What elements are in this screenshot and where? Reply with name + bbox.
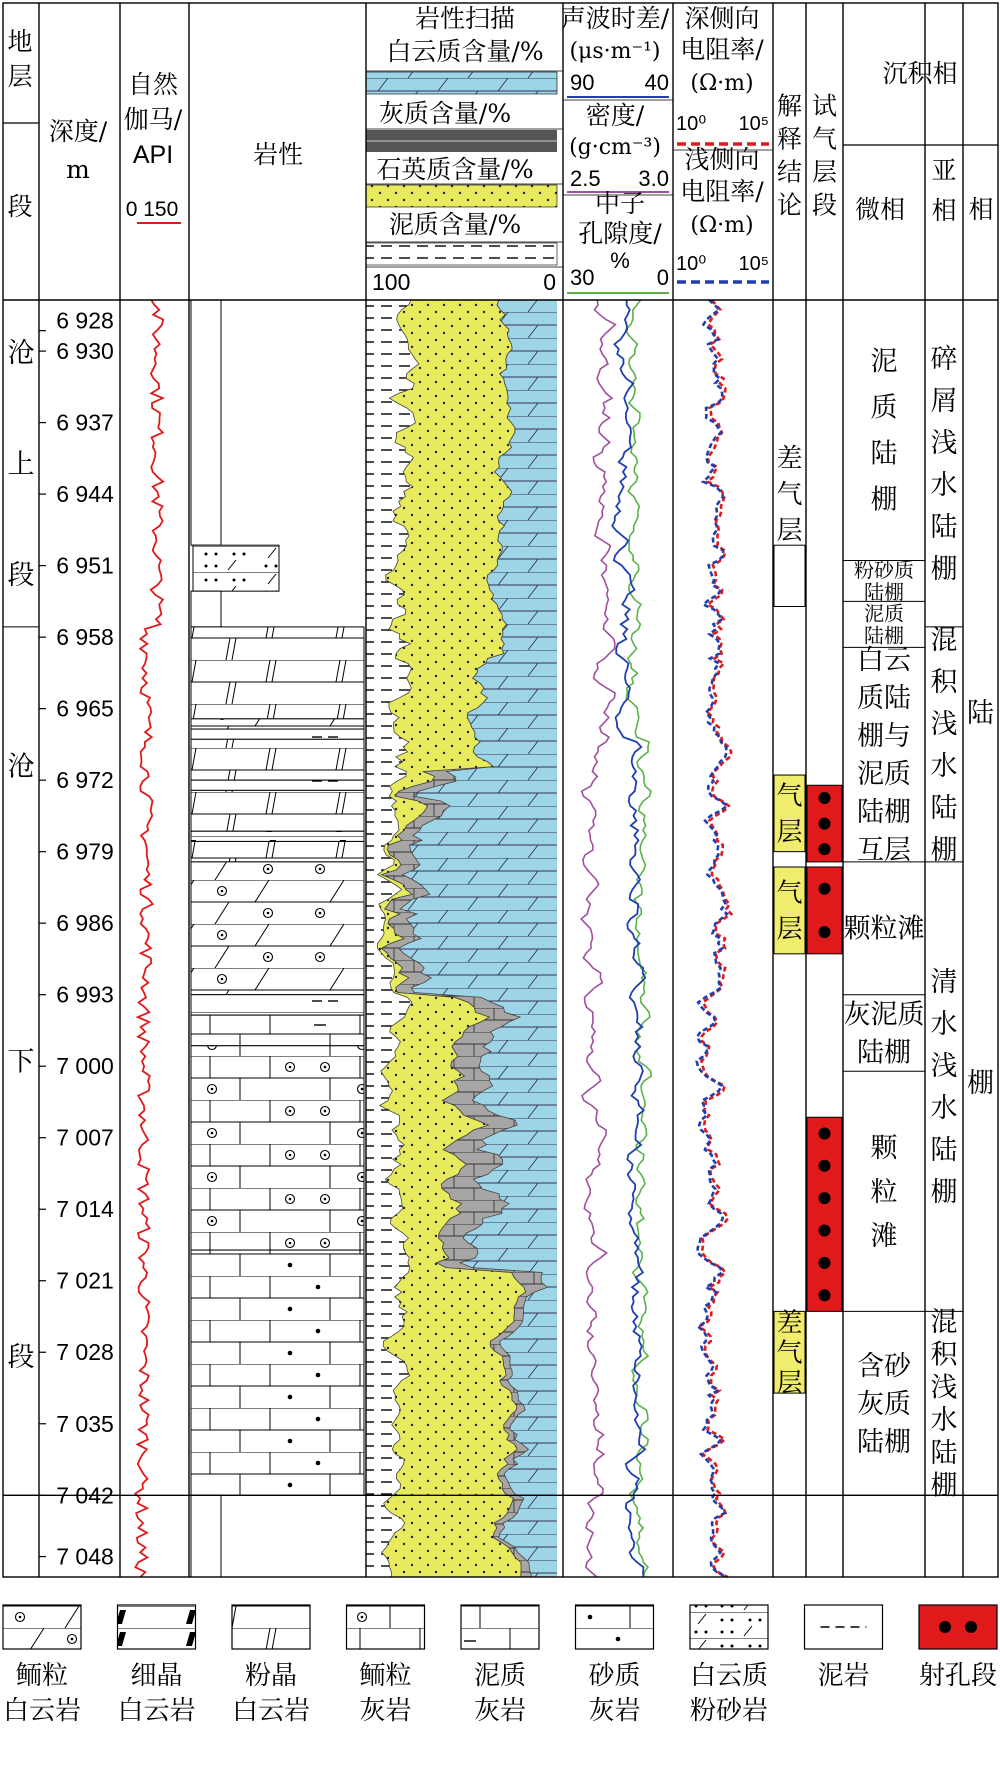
legend-swatch-marlst bbox=[461, 1605, 539, 1649]
depth-tick-label: 7 021 bbox=[56, 1267, 114, 1294]
depth-tick-label: 7 048 bbox=[56, 1543, 114, 1570]
subfacies-label: 浅 bbox=[930, 1372, 958, 1404]
microfacies-label: 颗 bbox=[870, 1132, 898, 1164]
header-ac-min: 90 bbox=[570, 70, 595, 95]
header-lls-l1: 浅侧向 bbox=[684, 145, 760, 174]
perforation-dot bbox=[819, 1192, 831, 1204]
header-lls-min: 10⁰ bbox=[676, 253, 707, 275]
header-lls-l3: (Ω·m) bbox=[690, 213, 754, 238]
depth-tick-label: 7 007 bbox=[56, 1124, 114, 1151]
depth-tick-label: 7 000 bbox=[56, 1053, 114, 1080]
cnl-curve bbox=[626, 300, 652, 1577]
legend-swatch-oollime bbox=[347, 1605, 425, 1649]
microfacies-label: 陆棚 bbox=[857, 1426, 911, 1458]
den-curve bbox=[581, 300, 615, 1577]
legend-label-1: 鲕粒 bbox=[15, 1661, 69, 1691]
interp-label: 差 bbox=[776, 1308, 803, 1339]
header-depth: 深度/ bbox=[48, 117, 108, 146]
interp-header-char: 释 bbox=[776, 124, 803, 154]
lithology-scan-track bbox=[366, 300, 563, 1577]
perforation-dot bbox=[819, 1127, 831, 1139]
test-header-char: 气 bbox=[811, 124, 838, 154]
header-cnl-min: 30 bbox=[570, 265, 595, 290]
legend-label-1: 鲕粒 bbox=[359, 1661, 412, 1691]
legend-swatch-silt bbox=[690, 1605, 768, 1649]
depth-tick-label: 6 958 bbox=[56, 624, 114, 651]
lithology-silt bbox=[193, 545, 279, 591]
legend-swatch-perf bbox=[919, 1605, 997, 1649]
perforation-dot bbox=[819, 1257, 831, 1269]
header-facies-col: 相 bbox=[968, 195, 994, 224]
perforation-dot bbox=[819, 1225, 831, 1237]
lithology-fine bbox=[191, 841, 364, 861]
header-formation-c: 段 bbox=[7, 192, 33, 221]
legend-label-1: 射孔段 bbox=[918, 1661, 998, 1691]
subfacies-label: 水 bbox=[930, 1093, 958, 1125]
depth-tick-label: 7 042 bbox=[56, 1482, 114, 1509]
swatch-dolo bbox=[366, 72, 557, 94]
subfacies-label: 积 bbox=[930, 1339, 958, 1371]
interp-label: 差 bbox=[776, 444, 803, 475]
subfacies-label: 碎 bbox=[930, 343, 958, 375]
legend-swatch-sandlime bbox=[576, 1605, 654, 1649]
microfacies-label: 粉砂质 bbox=[854, 557, 914, 582]
lithology-ool bbox=[191, 719, 364, 729]
subfacies-label: 陆 bbox=[930, 792, 958, 824]
legend-label-1: 细晶 bbox=[130, 1661, 183, 1691]
facies-label: 棚 bbox=[967, 1068, 994, 1100]
header-lithology: 岩性 bbox=[252, 140, 304, 169]
subfacies-header-char: 相 bbox=[931, 195, 957, 225]
lithology-fine bbox=[191, 627, 364, 719]
microfacies-label: 陆棚 bbox=[864, 623, 904, 648]
header-scan-dolo: 白云质含量/% bbox=[386, 37, 544, 66]
header-gr-l2: 伽马/ bbox=[123, 105, 183, 134]
perforation-dot bbox=[819, 1289, 831, 1301]
test-header-char: 段 bbox=[811, 190, 838, 220]
depth-tick-label: 6 937 bbox=[56, 409, 114, 436]
subfacies-label: 陆 bbox=[930, 1135, 958, 1167]
perforation-dot bbox=[819, 818, 831, 830]
swatch-clay bbox=[366, 243, 557, 265]
header-scan-title: 岩性扫描 bbox=[414, 4, 516, 33]
lithology-ool bbox=[191, 862, 364, 995]
legend-label-2: 白云岩 bbox=[2, 1696, 82, 1726]
microfacies-label: 质陆 bbox=[857, 683, 911, 715]
microfacies-label: 质 bbox=[870, 392, 898, 424]
subfacies-label: 屑 bbox=[930, 385, 958, 417]
subfacies-label: 水 bbox=[930, 1009, 958, 1041]
legend-label-2: 白云岩 bbox=[231, 1696, 311, 1726]
lithology-fine bbox=[191, 739, 364, 780]
facies-label: 陆 bbox=[967, 698, 994, 730]
depth-tick-label: 7 028 bbox=[56, 1339, 114, 1366]
depth-tick-label: 7 035 bbox=[56, 1410, 114, 1437]
microfacies-label: 陆 bbox=[870, 438, 898, 470]
lithology-track bbox=[191, 300, 364, 1577]
subfacies-label: 积 bbox=[930, 666, 958, 698]
header-gr-scale: 0 150 bbox=[125, 198, 179, 221]
header-depth-unit: m bbox=[66, 155, 90, 184]
microfacies-label: 灰质 bbox=[857, 1388, 911, 1420]
header-cnl-l1: 中子 bbox=[594, 189, 646, 218]
formation-label: 下 bbox=[7, 1046, 35, 1078]
interp-label: 层 bbox=[776, 817, 803, 848]
legend-label-1: 砂质 bbox=[588, 1661, 641, 1691]
formation-label: 上 bbox=[7, 448, 35, 480]
header-gr-l1: 自然 bbox=[127, 70, 179, 99]
formation-label: 段 bbox=[7, 560, 35, 592]
subfacies-label: 水 bbox=[930, 750, 958, 782]
header-ac-max: 40 bbox=[644, 70, 669, 95]
header-lld-l3: (Ω·m) bbox=[690, 71, 754, 96]
header-scan-clay: 泥质含量/% bbox=[388, 210, 522, 239]
header-den-l1: 密度/ bbox=[585, 101, 645, 130]
test-header-char: 试 bbox=[811, 91, 838, 121]
lithology-marl bbox=[191, 995, 364, 1015]
depth-tick-label: 6 993 bbox=[56, 981, 114, 1008]
legend-perf-dot bbox=[939, 1621, 951, 1633]
legend-swatch-ool bbox=[3, 1605, 81, 1649]
lithology-marl bbox=[191, 729, 364, 739]
header-gr-l3: API bbox=[132, 141, 174, 169]
header-lld-l1: 深侧向 bbox=[684, 4, 760, 33]
subfacies-header-char: 亚 bbox=[931, 155, 957, 185]
perforation-dot bbox=[819, 792, 831, 804]
lithology-oollime bbox=[191, 1046, 364, 1250]
depth-tick-label: 6 944 bbox=[56, 481, 114, 508]
subfacies-label: 棚 bbox=[930, 834, 958, 866]
lithology-sandlime bbox=[191, 1250, 364, 1495]
microfacies-label: 陆棚 bbox=[864, 579, 904, 604]
legend bbox=[3, 1605, 997, 1726]
perforation-dot bbox=[819, 926, 831, 938]
formation-label: 段 bbox=[7, 1341, 35, 1373]
subfacies-label: 棚 bbox=[930, 1470, 958, 1502]
interp-label: 气 bbox=[776, 1338, 803, 1369]
microfacies-label: 棚与 bbox=[857, 721, 911, 753]
header-lls-max: 10⁵ bbox=[738, 253, 769, 275]
microfacies-label: 滩 bbox=[870, 1220, 898, 1252]
perforation-dot bbox=[819, 883, 831, 895]
interp-label: 层 bbox=[776, 914, 803, 945]
microfacies-label: 陆棚 bbox=[857, 1037, 911, 1069]
subfacies-label: 陆 bbox=[930, 1437, 958, 1469]
subfacies-label: 陆 bbox=[930, 511, 958, 543]
header-formation-b: 层 bbox=[7, 62, 33, 91]
microfacies-label: 灰泥质 bbox=[843, 999, 925, 1031]
microfacies-label: 互层 bbox=[857, 835, 911, 867]
lithology-mud bbox=[191, 1495, 221, 1577]
header-den-max: 3.0 bbox=[638, 166, 669, 191]
subfacies-label: 浅 bbox=[930, 708, 958, 740]
subfacies-label: 混 bbox=[930, 1306, 958, 1338]
depth-tick-label: 6 951 bbox=[56, 552, 114, 579]
header-microfacies: 微相 bbox=[854, 195, 906, 224]
depth-tick-label: 6 986 bbox=[56, 910, 114, 937]
subfacies-label: 浅 bbox=[930, 427, 958, 459]
legend-label-1: 泥岩 bbox=[817, 1661, 870, 1691]
perforation-interval bbox=[807, 867, 842, 954]
header-facies: 沉积相 bbox=[882, 59, 958, 88]
depth-tick-label: 6 930 bbox=[56, 338, 114, 365]
depth-tick-label: 6 972 bbox=[56, 767, 114, 794]
legend-label-2: 粉砂岩 bbox=[689, 1696, 769, 1726]
header-cnl-l3: % bbox=[610, 248, 630, 273]
header-ac-l2: (μs·m⁻¹) bbox=[569, 39, 661, 64]
microfacies-label: 泥质 bbox=[857, 759, 911, 791]
header-scan-qtz: 石英质含量/% bbox=[376, 155, 534, 184]
header-den-min: 2.5 bbox=[570, 166, 601, 191]
depth-axis bbox=[39, 308, 114, 1570]
depth-tick-label: 6 965 bbox=[56, 695, 114, 722]
legend-label-1: 白云质 bbox=[689, 1661, 769, 1691]
interp-label: 气 bbox=[776, 781, 803, 812]
header-scan-right: 0 bbox=[543, 269, 556, 295]
formation-label: 沧 bbox=[7, 751, 35, 783]
interp-label: 层 bbox=[776, 516, 803, 547]
legend-label-2: 白云岩 bbox=[117, 1696, 196, 1726]
lithology-mud bbox=[191, 300, 221, 545]
lithology-marl bbox=[191, 780, 364, 790]
header-lls-l2: 电阻率/ bbox=[680, 177, 764, 206]
microfacies-label: 陆棚 bbox=[857, 797, 911, 829]
subfacies-label: 水 bbox=[930, 1405, 958, 1437]
lithology-fine bbox=[191, 790, 364, 831]
header-cnl-l2: 孔隙度/ bbox=[578, 219, 662, 248]
legend-swatch-fine bbox=[232, 1605, 310, 1649]
microfacies-label: 棚 bbox=[870, 484, 898, 516]
header-lld-min: 10⁰ bbox=[676, 113, 707, 135]
subfacies-label: 混 bbox=[930, 624, 958, 656]
header-lld-max: 10⁵ bbox=[738, 113, 769, 135]
interp-header-char: 论 bbox=[776, 190, 803, 220]
lithology-marlst bbox=[191, 1015, 364, 1046]
perforation-interval bbox=[807, 1117, 842, 1311]
formation-label: 沧 bbox=[7, 337, 35, 369]
subfacies-label: 棚 bbox=[930, 553, 958, 585]
header-lld-l2: 电阻率/ bbox=[680, 35, 764, 64]
subfacies-label: 清 bbox=[930, 967, 958, 999]
subfacies-label: 棚 bbox=[930, 1177, 958, 1209]
perforation-dot bbox=[819, 843, 831, 855]
microfacies-label: 含砂 bbox=[857, 1350, 911, 1382]
interp-band bbox=[774, 545, 805, 606]
lithology-xfine bbox=[191, 831, 364, 841]
header-scan-left: 100 bbox=[372, 269, 411, 295]
header-den-l2: (g·cm⁻³) bbox=[569, 135, 661, 160]
swatch-qtz bbox=[366, 185, 557, 207]
legend-label-1: 泥质 bbox=[473, 1661, 527, 1691]
legend-perf-dot bbox=[965, 1621, 977, 1633]
legend-label-1: 粉晶 bbox=[244, 1661, 298, 1691]
legend-swatch-xfine bbox=[118, 1605, 196, 1649]
lld-curve bbox=[699, 300, 731, 1577]
lithology-mud bbox=[191, 591, 221, 627]
microfacies-label: 粒 bbox=[870, 1176, 898, 1208]
header-scan-lime: 灰质含量/% bbox=[378, 99, 512, 128]
header-formation-a: 地 bbox=[7, 27, 33, 56]
interp-label: 气 bbox=[776, 878, 803, 909]
gr-curve bbox=[135, 300, 163, 1577]
subfacies-label: 水 bbox=[930, 469, 958, 501]
header-ac-l1: 声波时差/ bbox=[560, 4, 670, 33]
legend-label-2: 灰岩 bbox=[588, 1696, 641, 1726]
depth-tick-label: 7 014 bbox=[56, 1196, 114, 1223]
microfacies-label: 白云 bbox=[857, 645, 911, 677]
subfacies-label: 浅 bbox=[930, 1051, 958, 1083]
interp-header-char: 解 bbox=[776, 91, 803, 121]
microfacies-label: 颗粒滩 bbox=[843, 913, 925, 945]
interp-header-char: 结 bbox=[776, 157, 803, 187]
interp-label: 气 bbox=[776, 480, 803, 511]
microfacies-label: 泥 bbox=[870, 346, 898, 378]
header-cnl-max: 0 bbox=[656, 265, 669, 290]
legend-label-2: 灰岩 bbox=[473, 1696, 527, 1726]
interp-label: 层 bbox=[776, 1368, 803, 1399]
depth-tick-label: 6 928 bbox=[56, 307, 114, 334]
test-header-char: 层 bbox=[811, 157, 838, 187]
perforation-dot bbox=[819, 1160, 831, 1172]
microfacies-label: 泥质 bbox=[864, 601, 904, 626]
depth-tick-label: 6 979 bbox=[56, 838, 114, 865]
legend-label-2: 灰岩 bbox=[359, 1696, 412, 1726]
